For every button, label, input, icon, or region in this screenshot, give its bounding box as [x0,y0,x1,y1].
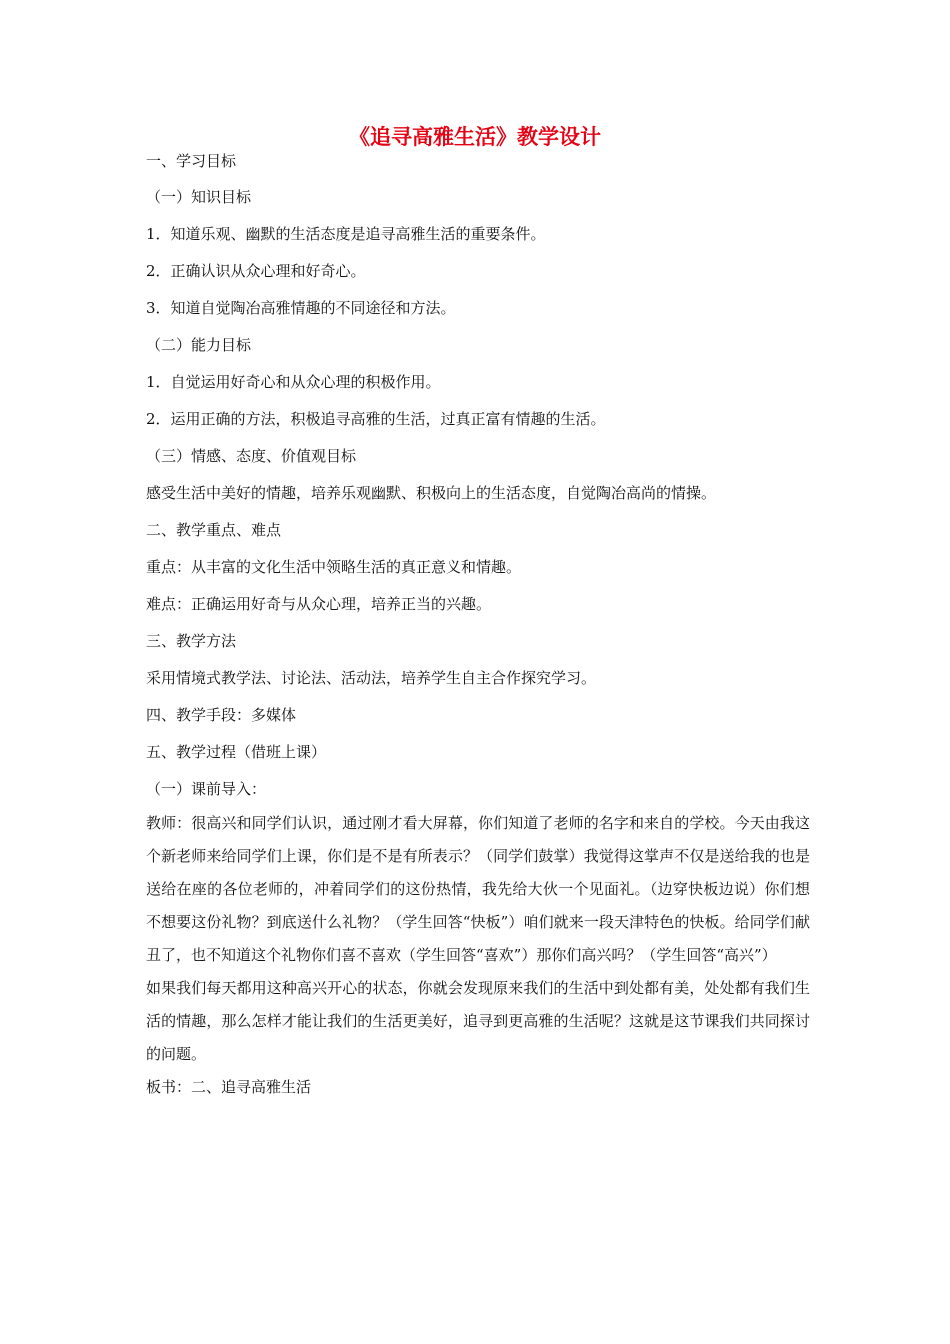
subheading-knowledge: （一）知识目标 [146,188,252,206]
methods-text: 采用情境式教学法、讨论法、活动法，培养学生自主合作探究学习。 [146,669,597,687]
section-heading-media: 四、教学手段：多媒体 [146,706,297,724]
intro-paragraph-text: 教师：很高兴和同学们认识，通过刚才看大屏幕，你们知道了老师的名字和来自的学校。今天由我这个新老师来给同学们上课，你们是不是有所表示？（同学们鼓掌）我觉得这掌声不仅是送给我的也是送给在座的各位老师的，冲着同学们的这份热情，我先给大伙一个见面礼。（边穿快板边说）你们想不想要这份礼物？到底送什么礼物？（学生回答“快板”）咱们就来一段天津特色的快板。给同学们献丑了，也不知道这个礼物你们喜不喜欢（学生回答“喜欢”）那你们高兴吗？（学生回答“高兴”） [146,814,810,964]
document-body [146,150,810,1104]
list-item: 1．自觉运用好奇心和从众心理的积极作用。 [146,373,441,391]
board-note-text: 板书：二、追寻高雅生活 [146,1078,312,1096]
list-item: 1．知道乐观、幽默的生活态度是追寻高雅生活的重要条件。 [146,225,546,243]
difficulty-text: 难点：正确运用好奇与从众心理，培养正当的兴趣。 [146,595,492,613]
section-heading-key-points: 二、教学重点、难点 [146,521,282,539]
section-heading-process: 五、教学过程（借班上课） [146,743,327,761]
subheading-ability: （二）能力目标 [146,336,252,354]
section-heading-objectives: 一、学习目标 [146,152,237,170]
list-item: 2．运用正确的方法，积极追寻高雅的生活，过真正富有情趣的生活。 [146,410,606,428]
document-title: 《追寻高雅生活》教学设计 [349,124,601,149]
list-item: 2．正确认识从众心理和好奇心。 [146,262,366,280]
subheading-values: （三）情感、态度、价值观目标 [146,447,357,465]
values-text: 感受生活中美好的情趣，培养乐观幽默、积极向上的生活态度，自觉陶冶高尚的情操。 [146,484,717,502]
intro-paragraph [146,807,810,972]
subheading-intro: （一）课前导入： [146,780,267,798]
board-note [146,1071,810,1104]
transition-paragraph [146,972,810,1071]
section-heading-methods: 三、教学方法 [146,632,237,650]
list-item: 3．知道自觉陶冶高雅情趣的不同途径和方法。 [146,299,456,317]
transition-paragraph-text: 如果我们每天都用这种高兴开心的状态，你就会发现原来我们的生活中到处都有美，处处都有我们生活的情趣，那么怎样才能让我们的生活更美好，追寻到更高雅的生活呢？这就是这节课我们共同探讨的问题。 [146,979,810,1063]
key-point-text: 重点：从丰富的文化生活中领略生活的真正意义和情趣。 [146,558,522,576]
